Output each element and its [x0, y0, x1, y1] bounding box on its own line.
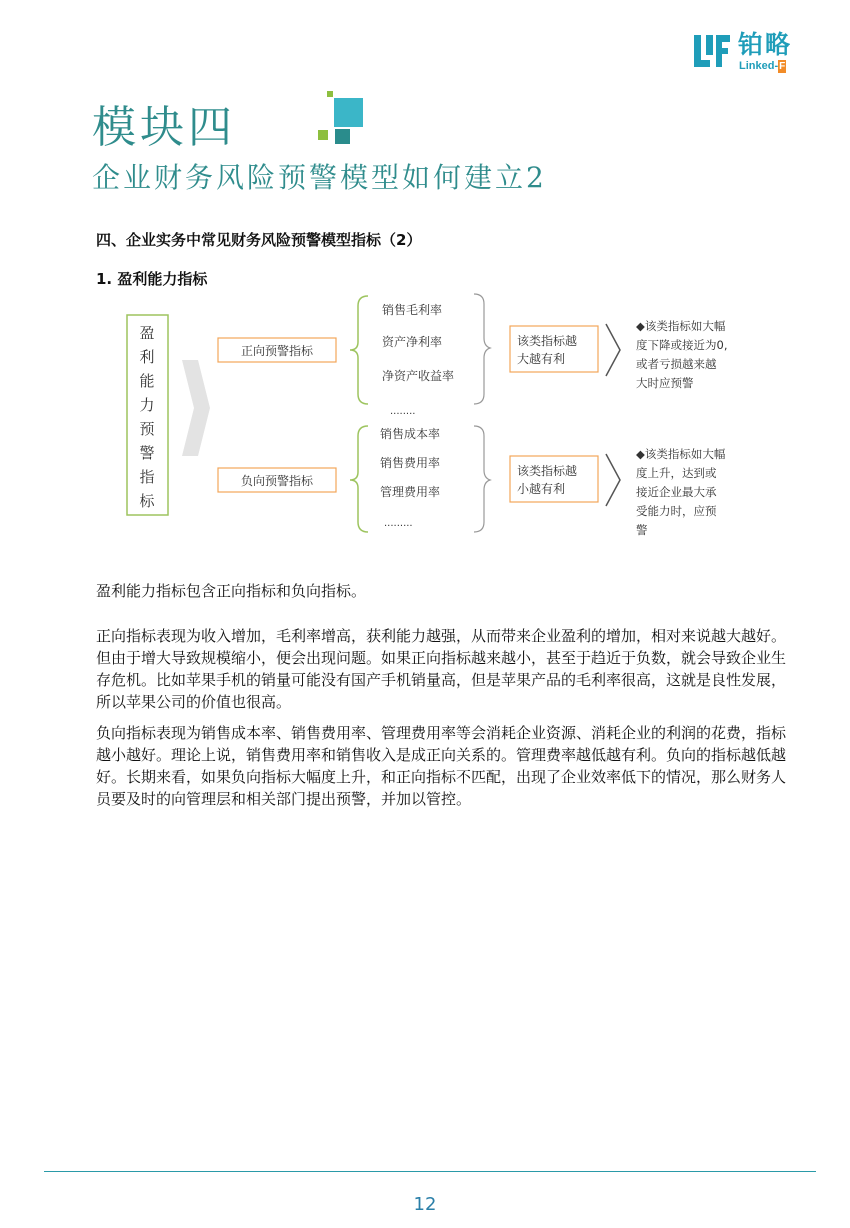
profitability-indicator-diagram [120, 290, 760, 550]
positive-note-line: ◆该类指标如大幅 [636, 319, 726, 333]
positive-right-bracket [474, 294, 490, 404]
module-subtitle: 企业财务风险预警模型如何建立2 [92, 161, 547, 194]
sub-heading: 1. 盈利能力指标 [96, 270, 208, 288]
footer-divider [44, 1171, 816, 1172]
positive-item: 资产净利率 [382, 335, 443, 349]
decor-square-blue [334, 98, 363, 127]
negative-item: 销售成本率 [380, 427, 441, 441]
negative-item: 管理费用率 [380, 485, 441, 499]
section-heading: 四、企业实务中常见财务风险预警模型指标（2） [96, 231, 422, 249]
root-char: 标 [139, 492, 155, 510]
negative-summary-line: 该类指标越 [517, 464, 578, 478]
negative-item: 销售费用率 [380, 456, 441, 470]
paragraph-intro: 盈利能力指标包含正向指标和负向指标。 [96, 582, 367, 600]
positive-note-line: 或者亏损越来越 [636, 357, 717, 371]
decor-square-teal [335, 129, 350, 144]
decor-square-small-teal [327, 91, 333, 97]
positive-item: 净资产收益率 [382, 369, 455, 383]
positive-chevron-icon [606, 324, 620, 376]
positive-label: 正向预警指标 [240, 344, 314, 358]
positive-left-bracket [350, 296, 368, 404]
root-char: 力 [139, 396, 155, 414]
brand-logo [692, 30, 812, 76]
negative-item: ......... [384, 518, 413, 529]
positive-summary-line: 大越有利 [517, 352, 566, 366]
positive-summary-line: 该类指标越 [517, 334, 578, 348]
negative-chevron-icon [606, 454, 620, 506]
positive-note-line: 大时应预警 [636, 376, 694, 390]
root-char: 预 [139, 420, 155, 438]
negative-note-line: ◆该类指标如大幅 [636, 447, 726, 461]
negative-right-bracket [474, 426, 490, 532]
negative-note-line: 警 [636, 523, 648, 537]
module-title: 模块四 [92, 102, 236, 153]
paragraph-positive: 正向指标表现为收入增加，毛利率增高，获利能力越强，从而带来企业盈利的增加，相对来说越大越好。但由于增大导致规模缩小，便会出现问题。如果正向指标越来越小，甚至于趋近于负数，就会导致企业生存危机。比如苹果手机的销量可能没有国产手机销量高，但是苹果产品的毛利率很高，这就是良性发展，所以苹果公司的价值也很高。 [96, 627, 787, 711]
negative-note-line: 接近企业最大承 [636, 485, 717, 499]
logo-chinese-name: 铂略 [738, 30, 793, 59]
paragraph-negative: 负向指标表现为销售成本率、销售费用率、管理费用率等会消耗企业资源、消耗企业的利润的花费，指标越小越好。理论上说，销售费用率和销售收入是成正向关系的。管理费率越低越有利。负向的指标越低越好。长期来看，如果负向指标大幅度上升，和正向指标不匹配，出现了企业效率低下的情况，那么财务人员要及时的向管理层和相关部门提出预警，并加以管控。 [96, 724, 787, 808]
root-char: 警 [139, 444, 155, 462]
logo-mark-icon [692, 32, 732, 72]
root-char: 利 [139, 348, 155, 366]
positive-note-line: 度下降或接近为0, [636, 338, 728, 352]
positive-item: ........ [390, 406, 416, 417]
root-char: 指 [139, 468, 155, 486]
negative-label: 负向预警指标 [240, 474, 314, 488]
root-char: 能 [139, 372, 155, 390]
decor-square-green [318, 130, 328, 140]
page-number: 12 [413, 1194, 437, 1215]
root-char: 盈 [139, 324, 155, 342]
logo-english-name: Linked-F [739, 60, 786, 72]
negative-note-line: 度上升，达到或 [636, 466, 717, 480]
grey-arrow-icon [182, 360, 210, 456]
negative-summary-line: 小越有利 [517, 482, 566, 496]
logo-f-badge: F [779, 61, 786, 72]
negative-note-line: 受能力时，应预 [636, 504, 717, 518]
positive-item: 销售毛利率 [382, 303, 443, 317]
negative-left-bracket [350, 426, 368, 532]
